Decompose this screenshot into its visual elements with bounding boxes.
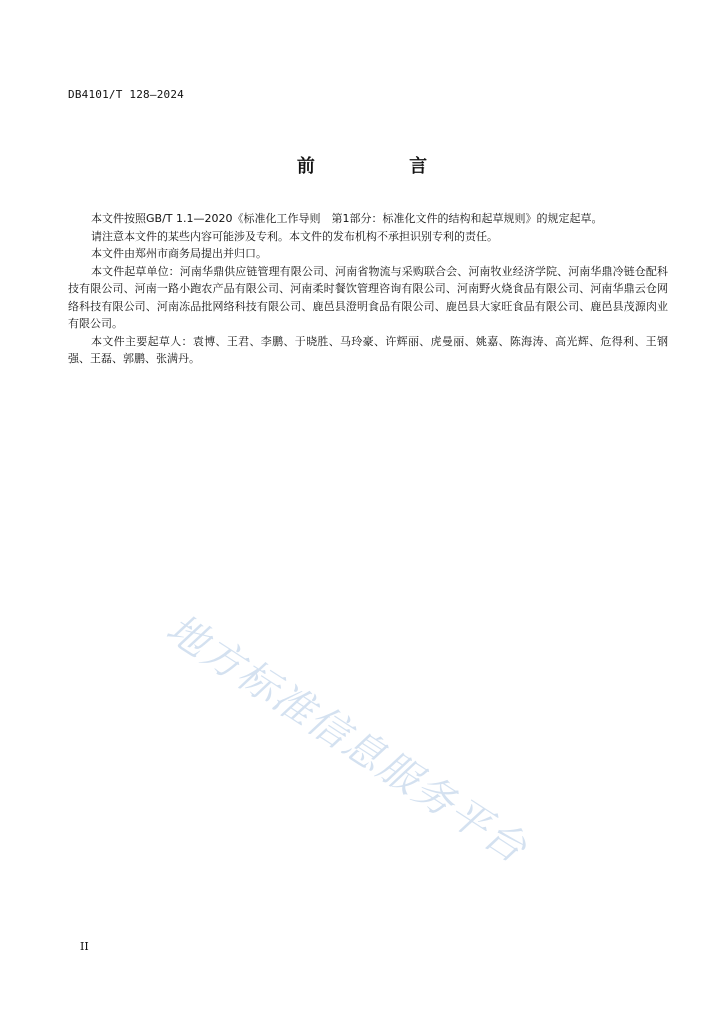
paragraph-drafting-units: 本文件起草单位：河南华鼎供应链管理有限公司、河南省物流与采购联合会、河南牧业经济学院、河南华鼎冷链仓配科技有限公司、河南一路小跑农产品有限公司、河南柔时餐饮管理咨询有限公司、河南野火烧食品有限公司、河南华鼎云仓网络科技有限公司、河南冻品批网络科技有限公司、鹿邑县澄明食品有限公司、鹿邑县大家旺食品有限公司、鹿邑县茂源肉业有限公司。 (68, 264, 668, 330)
page-title: 前 言 (296, 156, 472, 177)
paragraph-drafters: 本文件主要起草人：袁博、王君、李鹏、于晓胜、马玲豪、许辉丽、虎曼丽、姚嘉、陈海涛、高光辉、危得利、王钢强、王磊、郭鹏、张满丹。 (68, 334, 668, 365)
body-text (68, 210, 668, 368)
watermark: 地方标准信息服务平台 (158, 605, 536, 873)
document-code: DB4101/T 128—2024 (68, 88, 184, 101)
page-number: II (80, 940, 89, 953)
paragraph-proposer: 本文件由郑州市商务局提出并归口。 (91, 247, 267, 260)
paragraph-drafting-rules: 本文件按照GB/T 1.1—2020《标准化工作导则 第1部分：标准化文件的结构和起草规则》的规定起草。 (91, 212, 603, 225)
paragraph-patent-notice: 请注意本文件的某些内容可能涉及专利。本文件的发布机构不承担识别专利的责任。 (91, 229, 498, 243)
